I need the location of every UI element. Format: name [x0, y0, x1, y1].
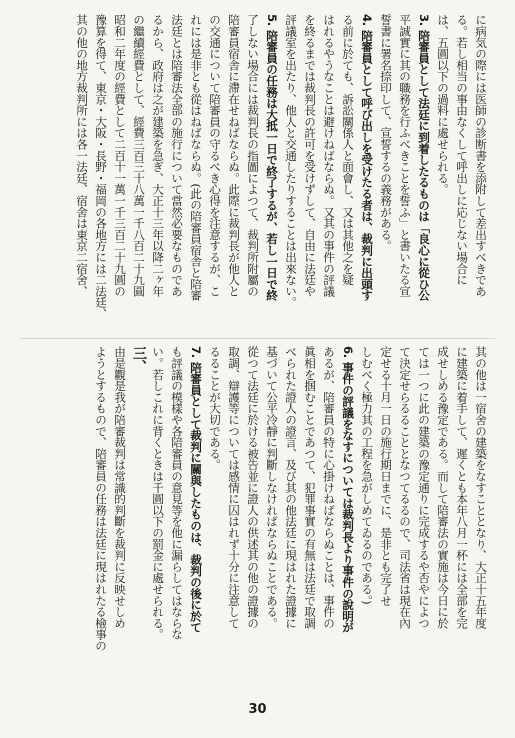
- text-column: 昭和二年度の經費として二百十一萬一千三百二十九圓の: [113, 14, 127, 297]
- text-column: 其の他は一宿舍の建築をなすこととなり、大正十五年度: [474, 346, 488, 629]
- text-column: あるが、陪審員の特に心掛けねばならぬことは、事件の: [322, 346, 336, 629]
- section-heading: 三、: [131, 346, 147, 374]
- text-column: 基づいて公平冷靜に判斷しなければならぬことである。: [265, 346, 279, 629]
- item-4-heading: 4. 陪審員として呼び出しを受けたる者は、裁判に出頭す: [360, 14, 374, 301]
- item-3-heading: 3. 陪審員として法廷に到着したるものは「良心に從ひ公: [417, 14, 431, 301]
- text-column: 誓書に署名捺印して、宣誓するの義務がある。: [379, 14, 393, 252]
- text-column: る。若し相当の事由なくして呼出しに応じない場合に: [455, 14, 469, 286]
- item-6-heading: 6. 事件の評議をなすについては裁判長より事件の說明が: [341, 346, 355, 633]
- text-column: れには是非とも從はねばならぬ。(此の陪審員宿舎と陪審: [189, 14, 203, 301]
- text-column: 法廷とは陪審法全部の施行について當然必要なものであ: [170, 14, 184, 297]
- text-column: 由是觀是我が陪審裁判は常識的判斷を裁判に反映せしめ: [113, 346, 127, 629]
- text-column: ようとするもので、陪審員の任務は法廷に現はれたる檢事の: [94, 346, 108, 652]
- text-column: しむべく極力其の工程を急がしめてゐるのである。): [360, 346, 374, 605]
- item-7-heading: 7. 陪審員として裁判に關與したものは、裁判の後に於て: [189, 346, 203, 633]
- lower-text-block: [28, 346, 490, 664]
- text-column: るることが大切である。: [208, 346, 222, 471]
- text-column: 成せしめる豫定である。而して陪審法の實施は今日に於: [436, 346, 450, 629]
- page-number: 30: [248, 702, 267, 717]
- text-column: て決定せらるることとなつてるるので、司法省は現在內: [398, 346, 412, 629]
- text-column: も評議の模樣や各陪審員の意見等を他に漏らしてはならな: [170, 346, 184, 640]
- text-column: に建築に着手して、遲くとも本年八月一杯には全部を完: [455, 346, 469, 629]
- text-column: はれるやうなことは避けねばならぬ。又其の事件の評議: [322, 14, 336, 297]
- text-column: 眞相を掴むことであつて、犯罪事實の有無は法廷で取調: [303, 346, 317, 629]
- text-column: 從つて法廷に於ける被告並に證人の供述其の他の證據の: [246, 346, 260, 629]
- text-column: の交通について陪審員の守るべき心得を注意するが、こ: [208, 14, 222, 297]
- text-column: を終るまでは裁判長の許可を受けずして、自由に法廷や: [303, 14, 317, 297]
- text-column: る前に於ても、訴訟關係人と面會し、又は其他之を疑: [341, 14, 355, 286]
- text-column: に病気の際には医師の診断書を添附して差出すべきであ: [474, 14, 488, 297]
- text-column: 定せる十月一日の施行期日までに、是非とも完了せ: [379, 346, 393, 606]
- text-column: ては一つに此の建築の豫定通りに完成するや否やによつ: [417, 346, 431, 629]
- text-column: 了しない場合には裁判長の指圖によつて、裁判所附屬の: [246, 14, 260, 297]
- text-column: は、五圓以下の過料に處せられる。: [436, 14, 450, 195]
- text-column: 陪審員宿舎に滯在せねばならぬ。此際に裁判長が他人と: [227, 14, 241, 297]
- text-column: 取調、辯護等については感情に囚はれず十分に注意して: [227, 346, 241, 629]
- text-column: の繼續經費として、經費三百三十八萬一千八百二十九圓: [132, 14, 146, 297]
- text-column: 評議室を出たり、他人と交通したりすることは出來ない。: [284, 14, 298, 308]
- item-5-heading: 5. 陪審員の任務は大抵一日で終了するが、若し一日で終: [265, 14, 279, 301]
- text-column: るから、政府は之が建築を急ぎ、大正十三年以降二ヶ年: [151, 14, 165, 297]
- text-column: 平誠實に其の職務を行ふべきことを誓ふ」と書いたる宣: [398, 14, 412, 297]
- text-column: 豫算を得て、東京・大阪・長野・福岡の各地方には二法廷、: [94, 14, 108, 320]
- section-divider: [20, 338, 495, 339]
- text-column: い。若しこれに背くときは千圓以下の罰金に處せられる。: [151, 346, 165, 640]
- text-column: 其の他の地方裁判所には各一法廷、宿舍は東京二宿舍、: [75, 14, 89, 297]
- upper-text-block: [28, 14, 490, 332]
- text-column: べられた證人の證言、及び其の他法廷に現はれた證據に: [284, 346, 298, 629]
